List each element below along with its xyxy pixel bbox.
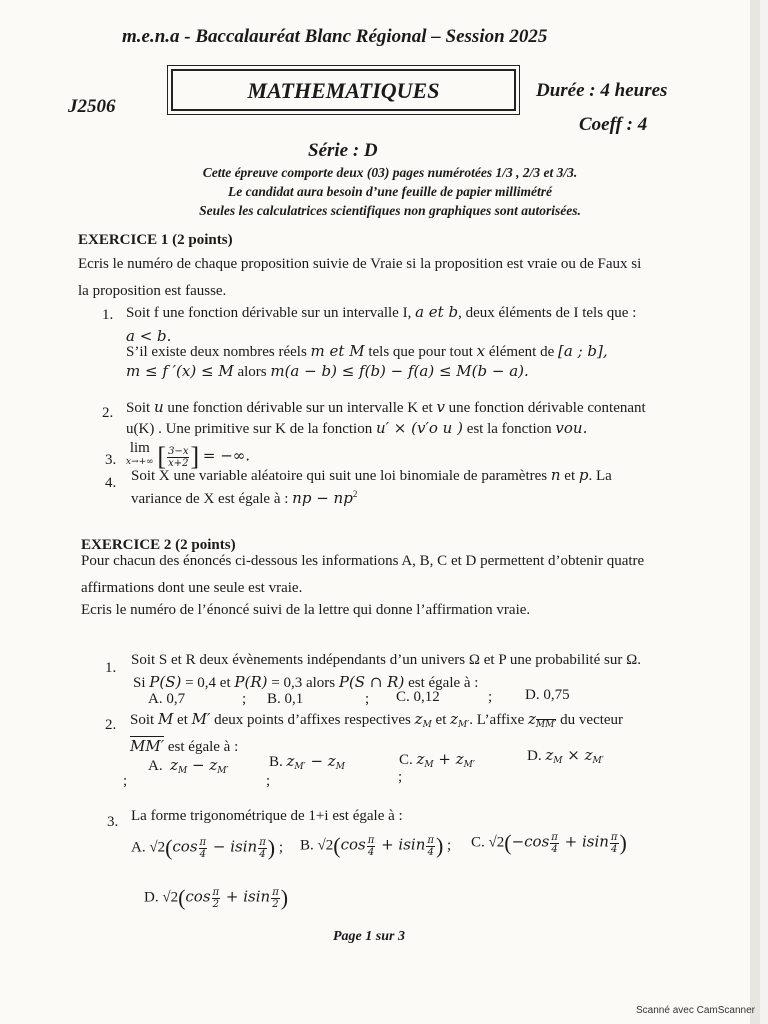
exercise-1-intro: Ecris le numéro de chaque proposition suivie de Vraie si la proposition est vraie ou de Faux si (78, 256, 642, 272)
ex2-q2-option-d: D. $z_M \times z_{M'}$ (527, 746, 604, 766)
exercise-1-intro: la proposition est fausse. (78, 283, 227, 299)
ex2-q3-option-d: D. √2(cos $\frac{\pi}{2}$ + isin $\frac{\pi}{2}$ ) (144, 885, 289, 910)
ex2-q2-line2: MM′ est égale à : (130, 737, 239, 755)
instruction-note: Le candidat aura besoin d’une feuille de papier millimétré (228, 184, 552, 199)
ex1-q1-line2: a < b. (126, 327, 172, 345)
ex2-q1-option-c: C. 0,12 (396, 689, 440, 705)
option-separator: ; (123, 773, 128, 789)
ex2-q2-option-a: A. $z_M - z_{M'}$ (148, 756, 229, 776)
page-edge (750, 0, 760, 1024)
ex2-q3-line1: La forme trigonométrique de 1+i est égale à : (131, 808, 403, 824)
question-number: 4. (105, 475, 117, 491)
option-separator: ; (266, 773, 271, 789)
question-number: 2. (102, 405, 114, 421)
ex2-q1-option-a: A. 0,7 (148, 691, 186, 707)
ex2-q1-line2: Si P(S) = 0,4 et P(R) = 0,3 alors P(S ∩ R) est égale à : (133, 673, 479, 691)
ex1-q1-line1: Soit f une fonction dérivable sur un intervalle I, a et b, deux éléments de I tels que : (126, 303, 637, 321)
page-footer: Page 1 sur 3 (333, 929, 405, 944)
ex2-q1-option-d: D. 0,75 (525, 687, 570, 703)
ex1-q1-line3: S’il existe deux nombres réels m et M tels que pour tout x élément de [a ; b], (126, 342, 608, 360)
option-separator: ; (488, 689, 493, 705)
scanner-watermark: Scanné avec CamScanner (636, 1005, 755, 1016)
ex2-q3-option-c: C. √2(−cos $\frac{\pi}{4}$ + isin $\frac{\pi}{4}$ ) (471, 830, 627, 855)
exercise-2-title: EXERCICE 2 (2 points) (81, 537, 236, 553)
ex1-q2-line1: Soit u une fonction dérivable sur un intervalle K et v une fonction dérivable contenant (126, 398, 646, 416)
question-number: 3. (105, 452, 117, 468)
ex2-q2-option-c: C. $z_M + z_{M'}$ (399, 750, 475, 770)
exam-header-line: m.e.n.a - Baccalauréat Blanc Régional – Session 2025 (122, 26, 548, 47)
question-number: 1. (102, 307, 114, 323)
ex1-q4-line2: variance de X est égale à : np − $np^2$ (131, 489, 358, 507)
coefficient: Coeff : 4 (579, 114, 648, 135)
ex1-q3-limit: lim x→+∞ [ $\frac{3-x}{x+2}$ ] = −∞. (126, 440, 251, 471)
option-separator: ; (365, 691, 370, 707)
exercise-2-intro: Ecris le numéro de l’énoncé suivi de la lettre qui donne l’affirmation vraie. (81, 602, 531, 618)
instruction-note: Cette épreuve comporte deux (03) pages numérotées 1/3 , 2/3 et 3/3. (202, 165, 578, 180)
ex2-q1-option-b: B. 0,1 (267, 691, 304, 707)
ex1-q2-line2: u(K) . Une primitive sur K de la fonction u′ × (v′o u ) est la fonction vou. (126, 419, 588, 437)
ex2-q3-option-a: A. √2(cos $\frac{\pi}{4}$ − isin $\frac{\pi}{4}$ ) ; (131, 835, 284, 860)
instruction-note: Seules les calculatrices scientifiques non graphiques sont autorisées. (199, 203, 581, 218)
ex2-q2-line1: Soit M et M′ deux points d’affixes respectives $z_M$ et $z_{M'}$. L’affixe $z_{MM'}$ du vecteur (130, 710, 624, 730)
ex1-q1-line4: m ≤ f ′(x) ≤ M alors m(a − b) ≤ f(b) − f(a) ≤ M(b − a). (126, 362, 529, 380)
exam-code: J2506 (68, 96, 116, 117)
ex1-q4-line1: Soit X une variable aléatoire qui suit une loi binomiale de paramètres n et p. La (131, 466, 612, 484)
ex2-q2-option-b: B. $z_{M'} - z_M$ (269, 752, 345, 772)
question-number: 3. (107, 814, 119, 830)
ex2-q3-option-b: B. √2(cos $\frac{\pi}{4}$ + isin $\frac{\pi}{4}$ ) ; (300, 833, 452, 858)
question-number: 2. (105, 717, 117, 733)
series: Série : D (308, 140, 378, 161)
exercise-2-intro: Pour chacun des énoncés ci-dessous les informations A, B, C et D permettent d’obtenir quatre (81, 553, 645, 569)
exercise-2-intro: affirmations dont une seule est vraie. (81, 580, 303, 596)
subject-title: MATHEMATIQUES (171, 69, 516, 111)
duration: Durée : 4 heures (536, 80, 668, 101)
option-separator: ; (242, 691, 247, 707)
option-separator: ; (398, 769, 403, 785)
ex2-q1-line1: Soit S et R deux évènements indépendants d’un univers Ω et P une probabilité sur Ω. (131, 652, 641, 668)
exercise-1-title: EXERCICE 1 (2 points) (78, 232, 233, 248)
question-number: 1. (105, 660, 117, 676)
